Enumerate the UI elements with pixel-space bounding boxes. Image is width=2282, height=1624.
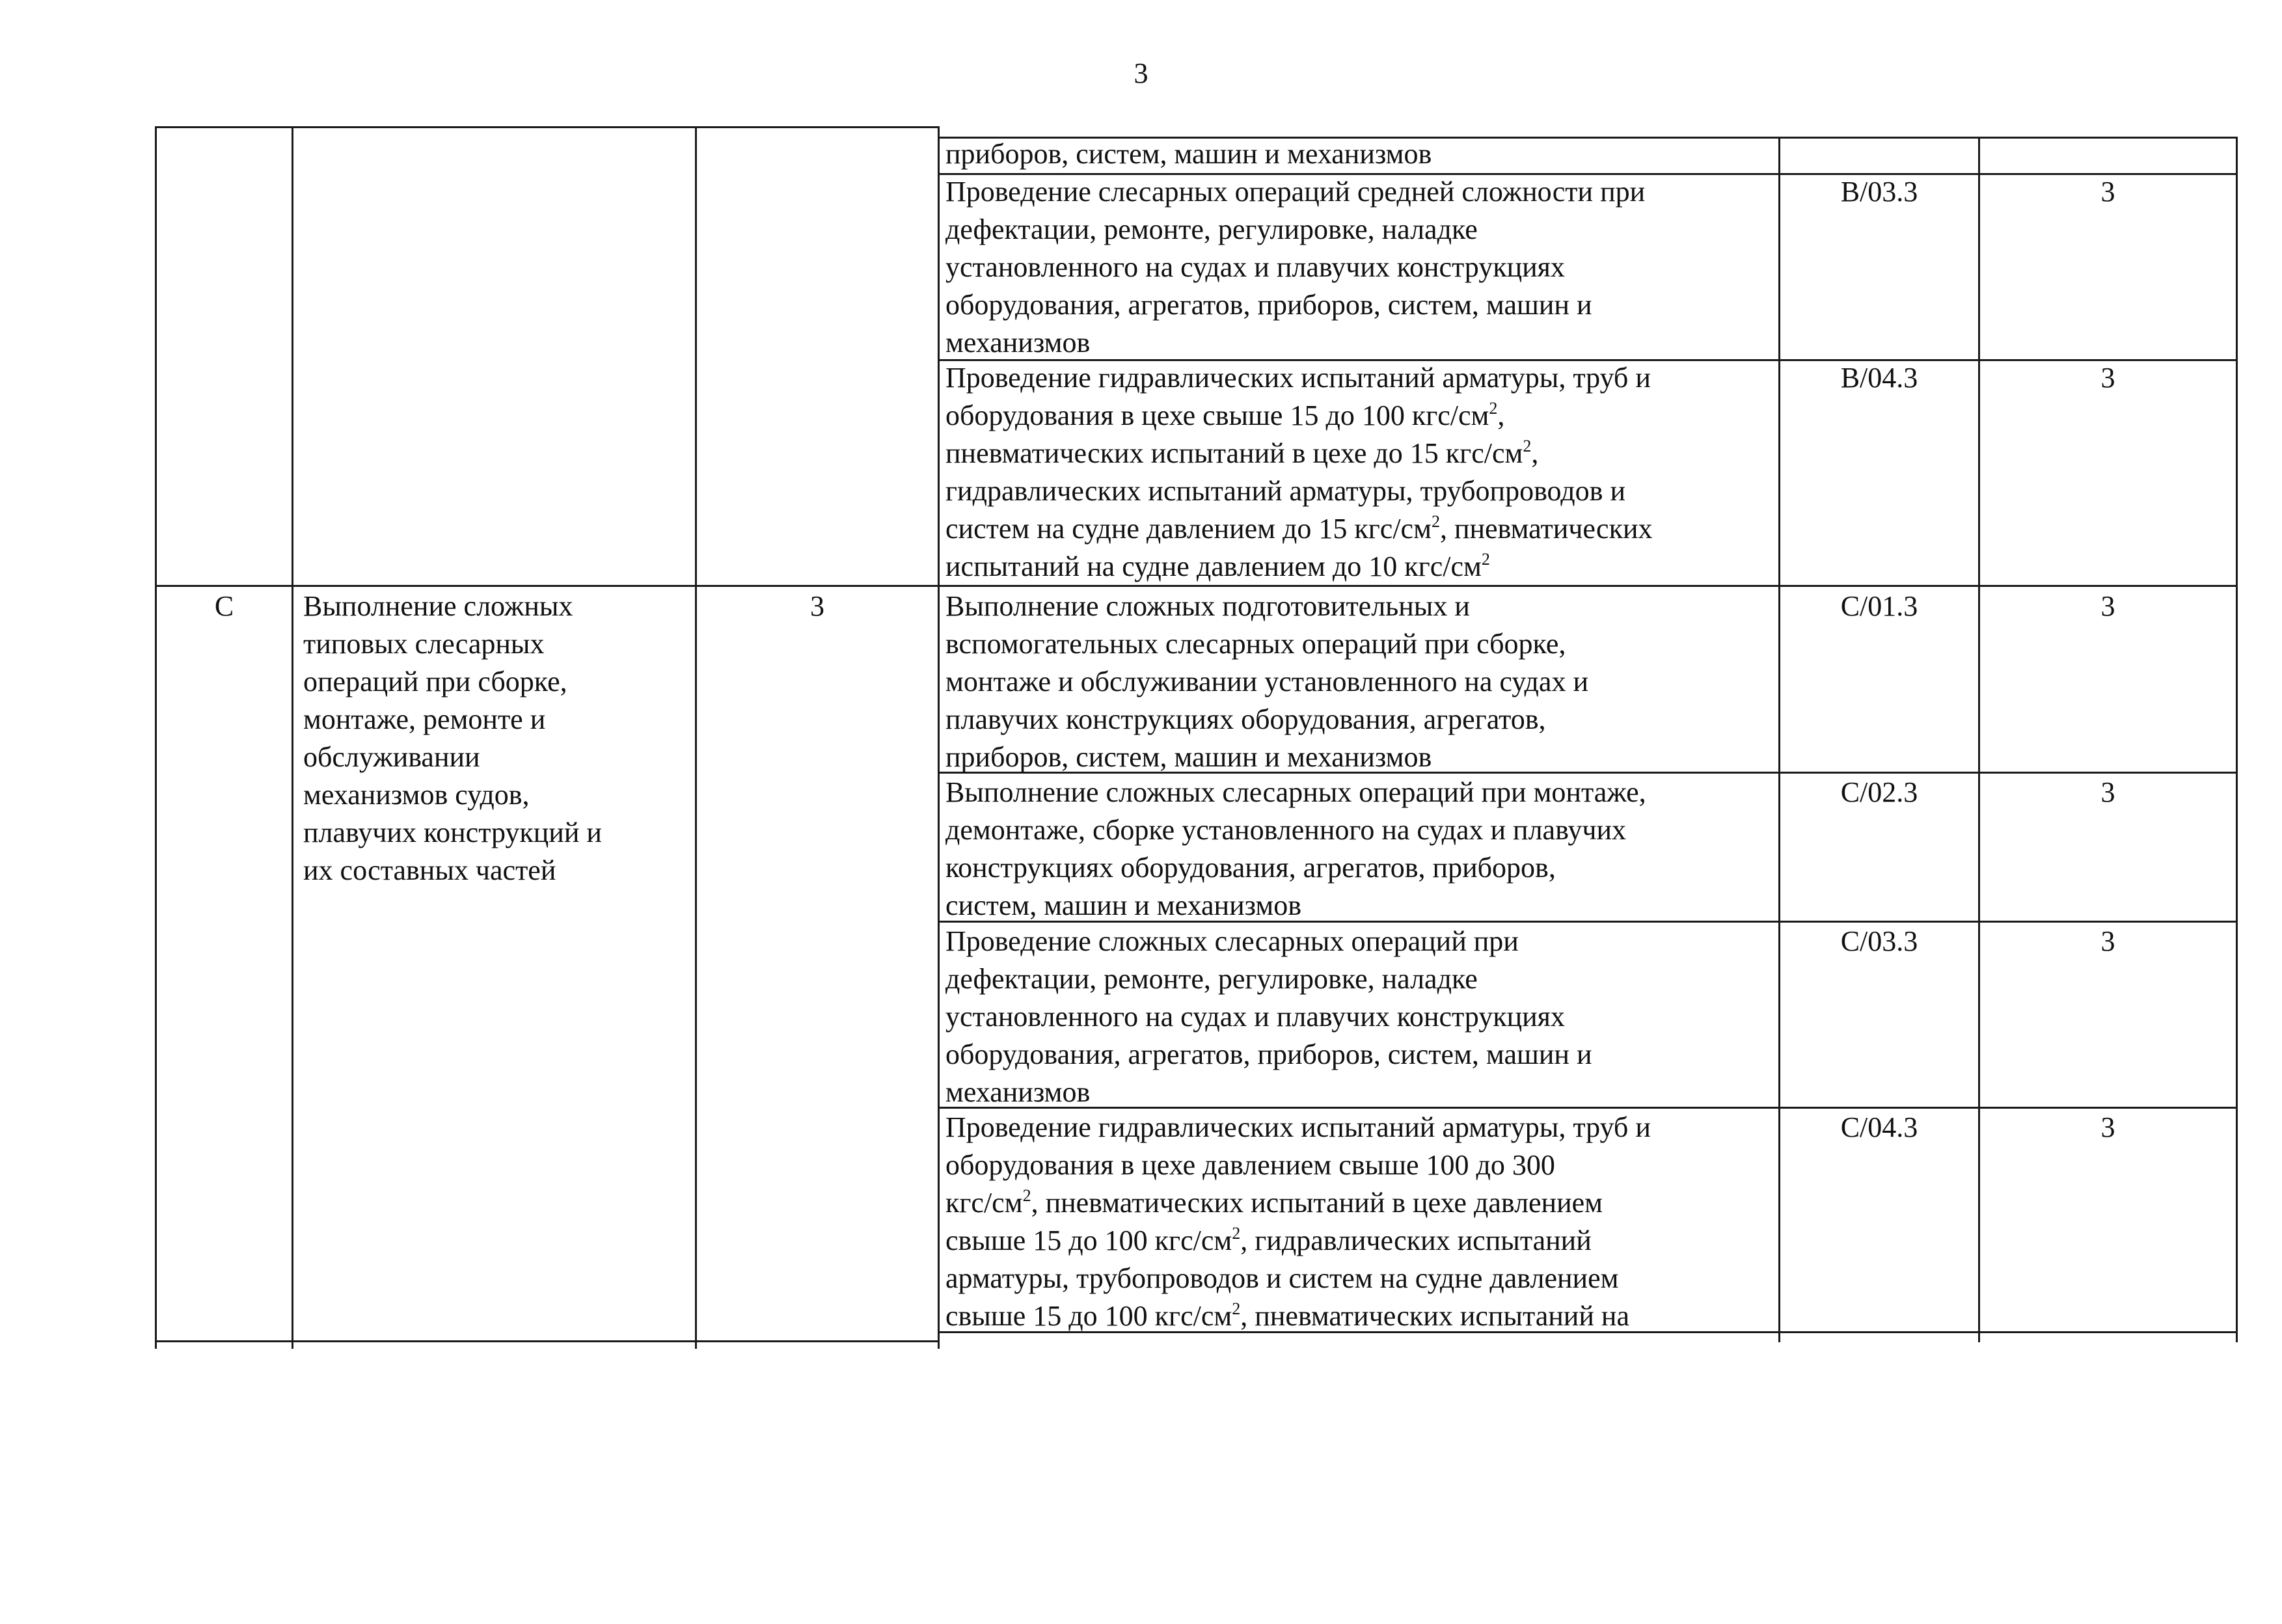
function-cell bbox=[945, 774, 1646, 925]
function-line: Проведение гидравлических испытаний арматуры, труб и bbox=[945, 362, 1651, 394]
function-code: C/01.3 bbox=[1840, 590, 1918, 622]
function-code: B/04.3 bbox=[1840, 362, 1918, 394]
function-cell bbox=[945, 135, 1432, 173]
qualification-level: 3 bbox=[2100, 176, 2115, 208]
function-line: Проведение сложных слесарных операций при bbox=[945, 925, 1519, 957]
name-line: Выполнение сложных bbox=[303, 590, 573, 622]
qualification-level: 3 bbox=[2100, 925, 2115, 957]
column-divider bbox=[292, 126, 293, 1349]
function-line: Выполнение сложных слесарных операций при монтаже, bbox=[945, 776, 1646, 808]
function-line: механизмов bbox=[945, 327, 1091, 359]
function-line: пневматических испытаний в цехе до 15 кгс/$см^2$, bbox=[945, 437, 1539, 469]
qualification-level: 3 bbox=[2100, 1111, 2115, 1143]
function-line: демонтаже, сборке установленного на судах и плавучих bbox=[945, 814, 1627, 846]
name-line: их составных частей bbox=[303, 854, 556, 886]
column-divider bbox=[1778, 137, 1780, 1342]
table-border-bottom bbox=[155, 1340, 939, 1342]
function-line: установленного на судах и плавучих конструкциях bbox=[945, 251, 1565, 283]
function-line: приборов, систем, машин и механизмов bbox=[945, 138, 1432, 170]
name-line: типовых слесарных bbox=[303, 628, 545, 660]
function-cell bbox=[945, 173, 1645, 362]
column-divider bbox=[1978, 137, 1980, 1342]
name-line: плавучих конструкций и bbox=[303, 817, 602, 848]
qualification-level: 3 bbox=[2100, 362, 2115, 394]
function-line: дефектации, ремонте, регулировке, наладке bbox=[945, 963, 1478, 995]
generalized-qualification-level: 3 bbox=[810, 590, 824, 622]
function-line: конструкциях оборудования, агрегатов, приборов, bbox=[945, 852, 1556, 884]
function-cell bbox=[945, 923, 1592, 1111]
function-cell bbox=[945, 588, 1588, 776]
table-border-right bbox=[2236, 137, 2238, 1342]
function-line: оборудования в цехе свыше 15 до 100 кгс/$см^2$, bbox=[945, 399, 1505, 431]
column-divider bbox=[695, 126, 697, 1349]
function-line: Выполнение сложных подготовительных и bbox=[945, 590, 1470, 622]
table-border-left bbox=[155, 126, 157, 1349]
table-border-top bbox=[155, 126, 939, 128]
function-line: оборудования в цехе давлением свыше 100 до 300 bbox=[945, 1149, 1555, 1181]
generalized-function-name bbox=[303, 588, 602, 889]
function-line: установленного на судах и плавучих конструкциях bbox=[945, 1001, 1565, 1033]
function-line: гидравлических испытаний арматуры, трубопроводов и bbox=[945, 475, 1625, 507]
function-line: систем на судне давлением до 15 кгс/$см^2$, пневматических bbox=[945, 512, 1653, 545]
function-line: приборов, систем, машин и механизмов bbox=[945, 741, 1432, 773]
function-cell bbox=[945, 1109, 1651, 1335]
function-line: механизмов bbox=[945, 1076, 1091, 1108]
function-line: плавучих конструкциях оборудования, агрегатов, bbox=[945, 703, 1546, 735]
function-cell bbox=[945, 359, 1653, 586]
function-code: B/03.3 bbox=[1840, 176, 1918, 208]
function-line: оборудования, агрегатов, приборов, систем, машин и bbox=[945, 289, 1592, 321]
name-line: обслуживании bbox=[303, 741, 480, 773]
function-line: Проведение слесарных операций средней сложности при bbox=[945, 176, 1646, 208]
function-line: дефектации, ремонте, регулировке, наладке bbox=[945, 213, 1478, 245]
function-line: свыше 15 до 100 кгс/$см^2$, пневматических испытаний на bbox=[945, 1299, 1629, 1332]
function-line: монтаже и обслуживании установленного на судах и bbox=[945, 666, 1589, 697]
page-number: 3 bbox=[1134, 57, 1148, 89]
qualification-level: 3 bbox=[2100, 590, 2115, 622]
function-line: вспомогательных слесарных операций при сборке, bbox=[945, 628, 1566, 660]
function-code: C/02.3 bbox=[1840, 776, 1918, 808]
qualification-level: 3 bbox=[2100, 776, 2115, 808]
function-line: испытаний на судне давлением до 10 кгс/$см^2$ bbox=[945, 550, 1490, 582]
function-code: C/03.3 bbox=[1840, 925, 1918, 957]
function-line: арматуры, трубопроводов и систем на судне давлением bbox=[945, 1262, 1619, 1294]
column-divider bbox=[938, 126, 940, 1349]
function-line: систем, машин и механизмов bbox=[945, 889, 1302, 921]
name-line: монтаже, ремонте и bbox=[303, 703, 546, 735]
name-line: операций при сборке, bbox=[303, 666, 567, 697]
function-line: Проведение гидравлических испытаний арматуры, труб и bbox=[945, 1111, 1651, 1143]
name-line: механизмов судов, bbox=[303, 779, 530, 811]
function-line: оборудования, агрегатов, приборов, систем, машин и bbox=[945, 1038, 1592, 1070]
function-line: свыше 15 до 100 кгс/$см^2$, гидравлических испытаний bbox=[945, 1224, 1592, 1256]
function-code: C/04.3 bbox=[1840, 1111, 1918, 1143]
function-line: кгс/$см^2$, пневматических испытаний в цехе давлением bbox=[945, 1186, 1603, 1219]
generalized-function-code: C bbox=[214, 590, 234, 622]
